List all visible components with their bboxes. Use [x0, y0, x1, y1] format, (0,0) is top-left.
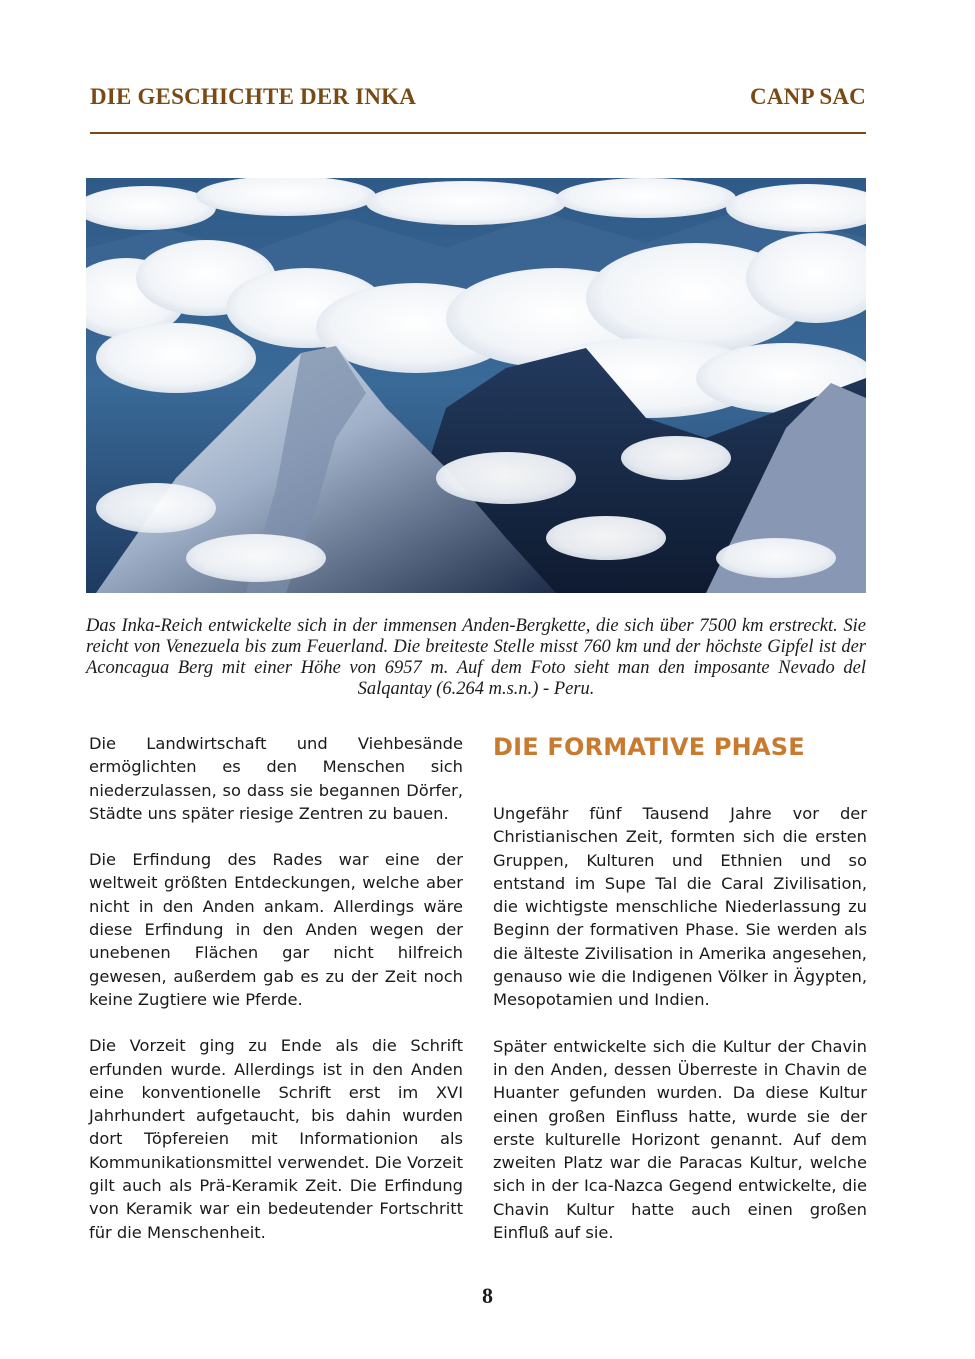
- page-header: [90, 84, 866, 114]
- paragraph: Später entwickelte sich die Kultur der Chavin in den Anden, dessen Überreste in Chavin de Huanter gefunden wurden. Da diese Kultur einen großen Einfluss hatte, wurde sie der erste kulturelle Horizont genannt. Auf dem zweiten Platz war die Paracas Kultur, welche sich in der Ica-Nazca Gegend entwickelte, die Chavin Kultur hatte auch einen großen Einfluß auf sie.: [493, 1036, 867, 1243]
- photo-caption: Das Inka-Reich entwickelte sich in der immensen Anden-Bergkette, die sich über 7500 km erstreckt. Sie reicht von Venezuela bis zum Feuerland. Die breiteste Stelle misst 760 km und der höchste Gipfel ist der Aconcagua Berg mit einer Höhe von 6957 m. Auf dem Foto sieht man den imposante Nevado del Salqantay (6.264 m.s.n.) - Peru.: [86, 616, 866, 699]
- paragraph: Ungefähr fünf Tausend Jahre vor der Christianischen Zeit, formten sich die ersten Gruppen, Kulturen und Ethnien und so entstand im Supe Tal die Caral Zivilisation, die wichtigste menschliche Niederlassung zu Beginn der formativen Phase. Sie werden als die älteste Zivilisation in Amerika angesehen, genauso wie die Indigenen Völker in Ägypten, Mesopotamien und Indien.: [493, 804, 867, 1010]
- mountain-photo: [86, 178, 866, 593]
- right-text-column: [493, 732, 867, 1267]
- page-number: 8: [482, 1283, 493, 1308]
- header-divider: [90, 132, 866, 134]
- paragraph: Die Erfindung des Rades war eine der weltweit größten Entdeckungen, welche aber nicht in den Anden ankam. Allerdings wäre diese Erfindung in den Anden wegen der unebenen Flächen gar nicht hilfreich gewesen, außerdem gab es zu der Zeit noch keine Zugtiere wie Pferde.: [89, 850, 463, 1009]
- left-text-column: [89, 732, 463, 1267]
- paragraph: Die Vorzeit ging zu Ende als die Schrift erfunden wurde. Allerdings ist in den Anden eine konventionelle Schrift erst im XVI Jahrhundert aufgetaucht, bis dahin wurden dort Töpfereien mit Informationion als Kommunikationsmittel verwendet. Die Vorzeit gilt auch als Prä-Keramik Zeit. Die Erfindung von Keramik war ein bedeutender Fortschritt für die Menschenheit.: [89, 1036, 463, 1242]
- section-heading: DIE FORMATIVE PHASE: [493, 733, 805, 761]
- paragraph: Die Landwirtschaft und Viehbesände ermöglichten es den Menschen sich niederzulassen, so dass sie begannen Dörfer, Städte uns später riesige Zentren zu bauen.: [89, 734, 463, 823]
- publisher-name: CANP SAC: [750, 84, 866, 109]
- document-title: DIE GESCHICHTE DER INKA: [90, 84, 417, 109]
